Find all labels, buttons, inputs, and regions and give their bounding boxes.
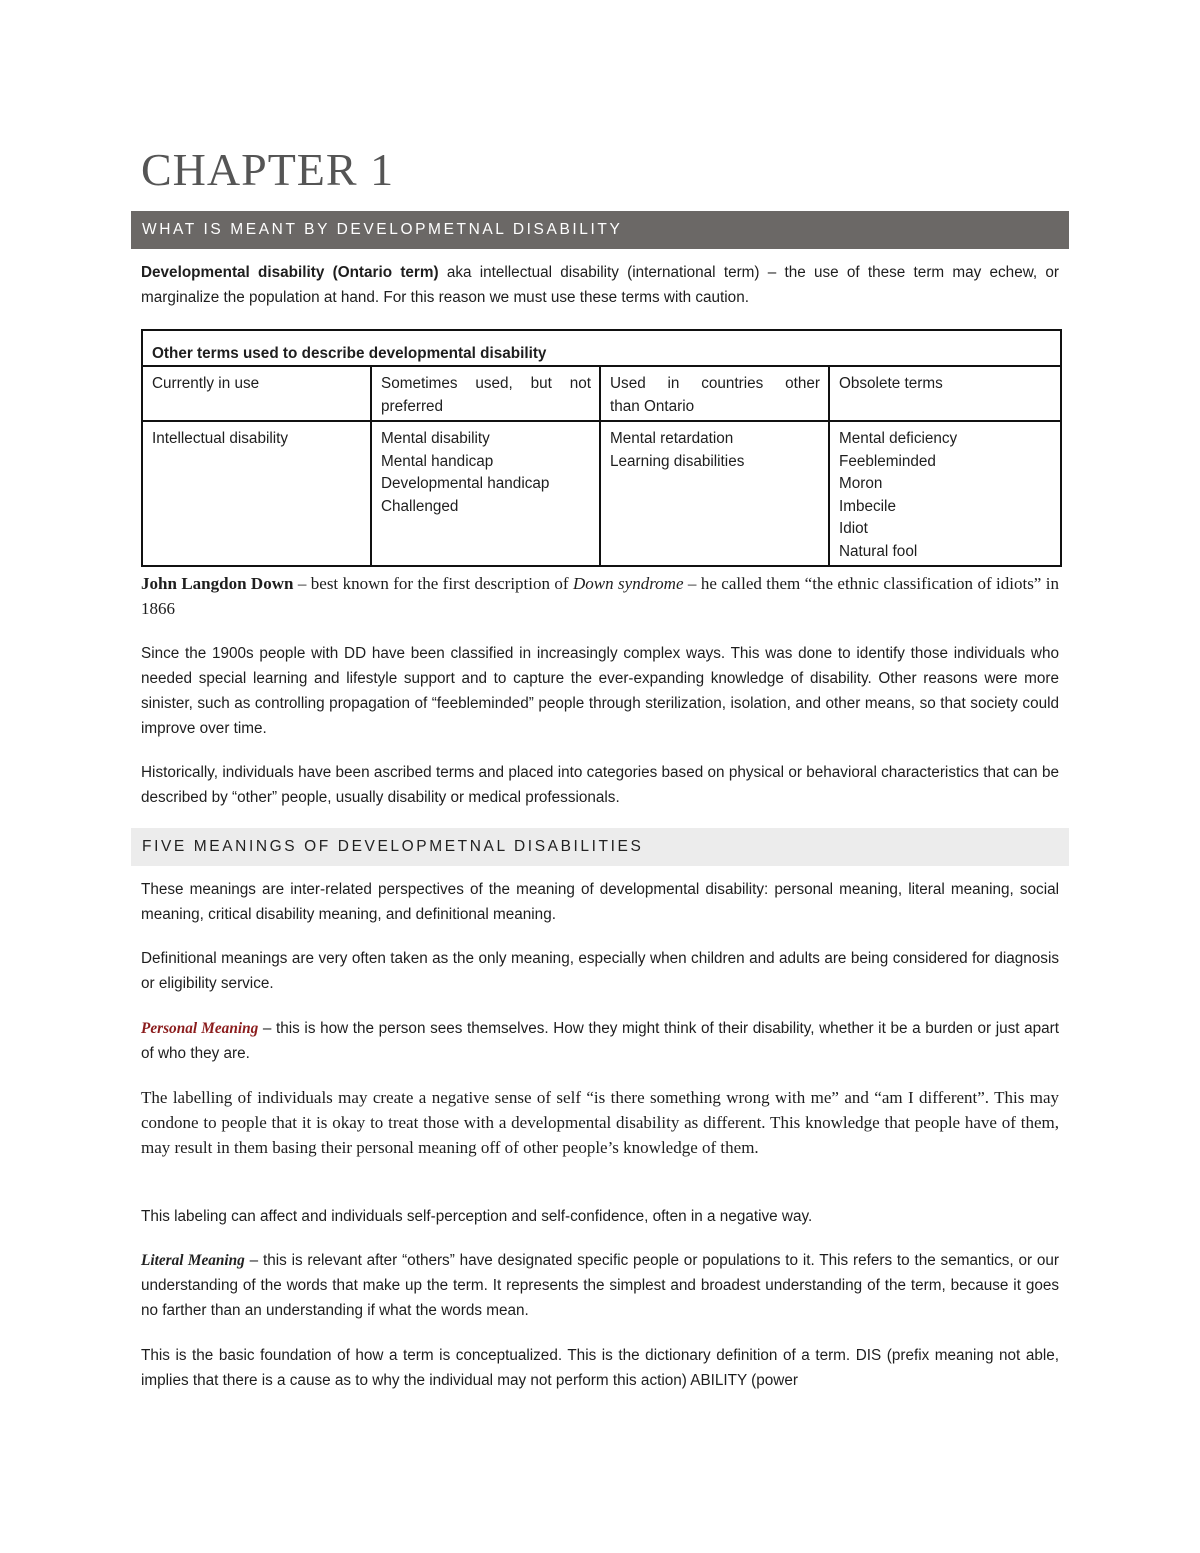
table-cell-currently-in-use: Intellectual disability [142, 421, 371, 566]
table-cell-obsolete: Mental deficiency Feebleminded Moron Imbecile Idiot Natural fool [829, 421, 1061, 566]
table-cell-other-countries: Mental retardation Learning disabilities [600, 421, 829, 566]
paragraph-historically: Historically, individuals have been ascribed terms and placed into categories based on physical or behavioral characteristics that can be described by “other” people, usually disability or medical professionals. [141, 764, 1059, 806]
intro-bold-term: Developmental disability (Ontario term) [141, 264, 439, 281]
column-header: Sometimes used, but not preferred [371, 366, 600, 421]
down-syndrome-term: Down syndrome [573, 574, 684, 593]
literal-meaning-title: Literal Meaning [141, 1252, 245, 1269]
intro-paragraph [141, 260, 1059, 310]
paragraph-basic-foundation: This is the basic foundation of how a term is conceptualized. This is the dictionary definition of a term. DIS (prefix meaning not able, implies that there is a cause as to why the individual may not perform this action) ABILITY (power [141, 1347, 1059, 1389]
section-heading-five-meanings: FIVE MEANINGS OF DEVELOPMETNAL DISABILITIES [131, 828, 1069, 866]
column-header: Used in countries other than Ontario [600, 366, 829, 421]
paragraph-meanings: These meanings are inter-related perspectives of the meaning of developmental disability: personal meaning, literal meaning, social meaning, critical disability meaning, and definitional meaning. [141, 881, 1059, 923]
column-header: Currently in use [142, 366, 371, 421]
chapter-title: CHAPTER 1 [141, 144, 395, 195]
column-header: Obsolete terms [829, 366, 1061, 421]
paragraph-1900s: Since the 1900s people with DD have been classified in increasingly complex ways. This was done to identify those individuals who needed special learning and lifestyle support and to capture the ever-expanding knowledge of disability. Other reasons were more sinister, such as controlling propagation of “feebleminded” people through sterilization, isolation, and other means, so that society could improve over time. [141, 645, 1059, 737]
paragraph-definitional: Definitional meanings are very often taken as the only meaning, especially when children and adults are being considered for diagnosis or eligibility service. [141, 950, 1059, 992]
section-heading-developmental-disability: WHAT IS MEANT BY DEVELOPMETNAL DISABILITY [131, 211, 1069, 249]
paragraph-literal-meaning: Literal Meaning – this is relevant after “others” have designated specific people or populations to it. This refers to the semantics, or our understanding of the words that make up the term. It represents the simplest and broadest understanding of the term, because it goes no farther than an understanding if what the words mean. [141, 1252, 1059, 1319]
table-title: Other terms used to describe developmental disability [142, 330, 1061, 366]
table-cell-sometimes-used: Mental disability Mental handicap Developmental handicap Challenged [371, 421, 600, 566]
personal-meaning-title: Personal Meaning [141, 1020, 259, 1037]
terms-table [141, 329, 1062, 567]
paragraph-personal-meaning: Personal Meaning – this is how the person sees themselves. How they might think of their disability, whether it be a burden or just apart of who they are. [141, 1020, 1059, 1062]
down-paragraph: John Langdon Down – best known for the first description of Down syndrome – he called them “the ethnic classification of idiots” in 1866 [141, 574, 1059, 618]
paragraph-labelling: The labelling of individuals may create a negative sense of self “is there something wrong with me” and “am I different”. This may condone to people that it is okay to treat those with a developmental disability as different. This knowledge that people have of them, may result in them basing their personal meaning off of other people’s knowledge of them. [141, 1088, 1059, 1157]
down-name: John Langdon Down [141, 574, 294, 593]
paragraph-labeling-effect: This labeling can affect and individuals self-perception and self-confidence, often in a negative way. [141, 1208, 813, 1225]
intro-text: aka intellectual disability (international term) – the use of these term may echew, or marginalize the population at hand. For this reason we must use these terms with caution. [141, 264, 1059, 306]
